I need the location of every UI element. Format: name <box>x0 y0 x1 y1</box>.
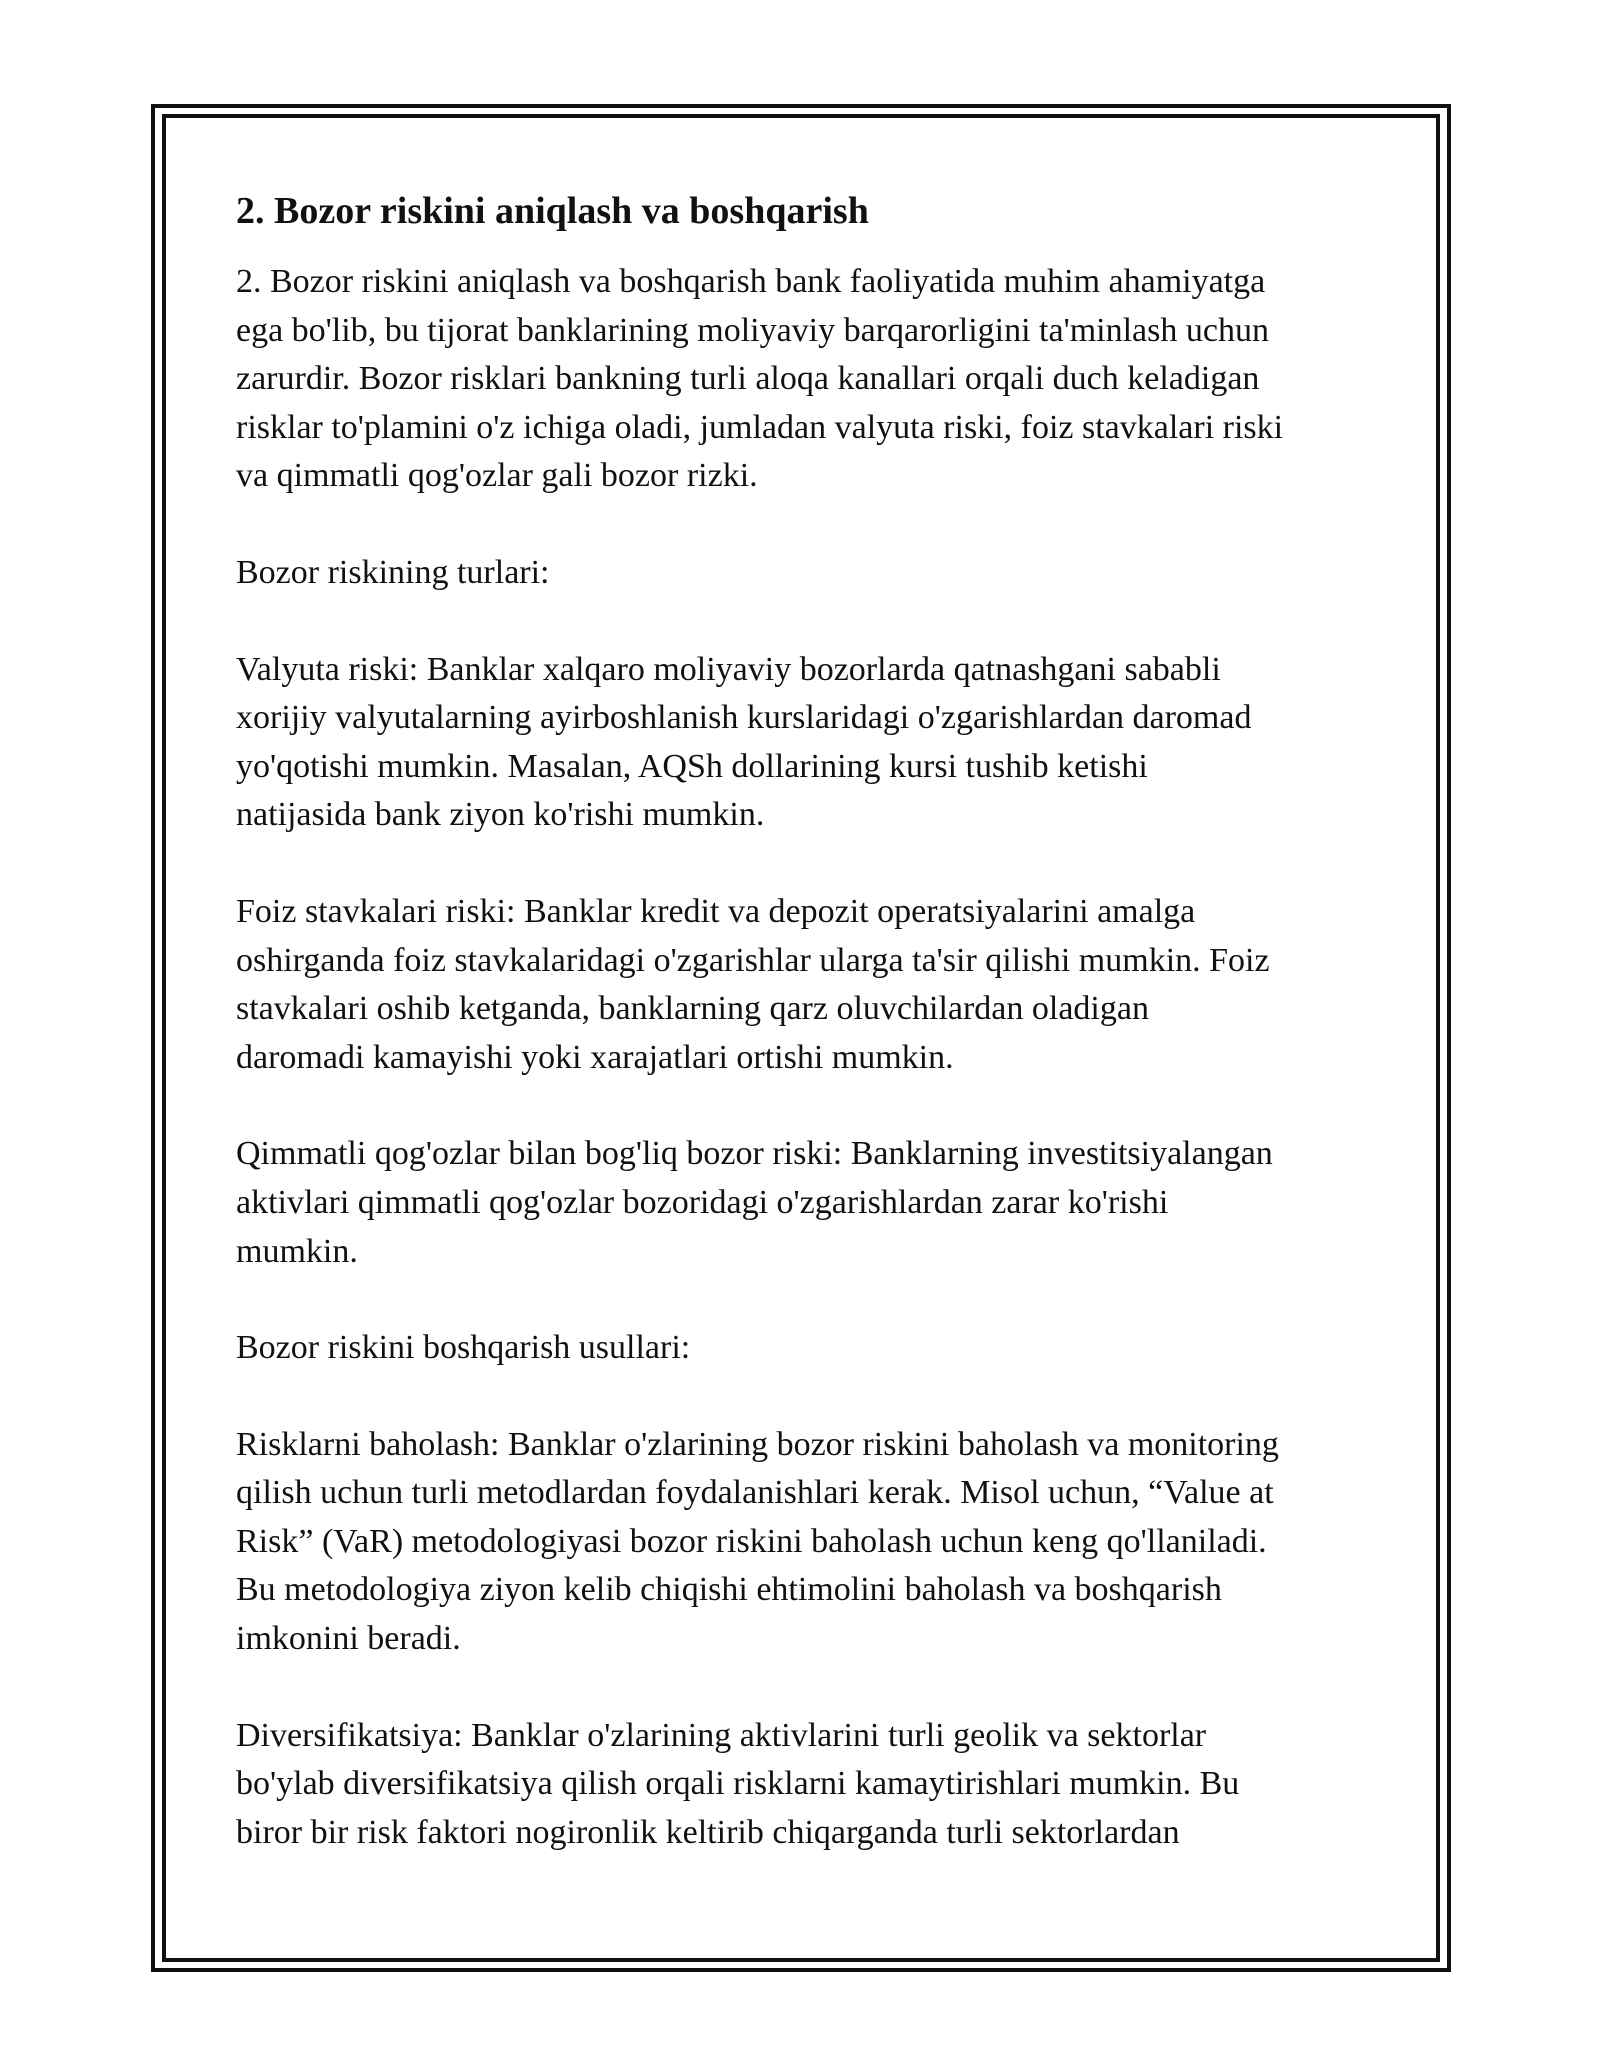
paragraph-currency-risk <box>236 646 1386 840</box>
text-line: natijasida bank ziyon ko'rishi mumkin. <box>236 796 765 834</box>
text-line: Risklarni baholash: Banklar o'zlarining bozor riskini baholash va monitoring <box>236 1425 1279 1463</box>
text-line: Bozor riskini boshqarish usullari: <box>236 1329 691 1367</box>
text-line: daromadi kamayishi yoki xarajatlari ortishi mumkin. <box>236 1038 954 1076</box>
text-line: Foiz stavkalari riski: Banklar kredit va depozit operatsiyalarini amalga <box>236 892 1196 930</box>
document-body <box>236 186 1386 1857</box>
text-line: oshirganda foiz stavkalaridagi o'zgarishlar ularga ta'sir qilishi mumkin. Foiz <box>236 941 1270 979</box>
paragraph-diversification <box>236 1712 1386 1858</box>
section-heading: 2. Bozor riskini aniqlash va boshqarish <box>236 190 869 232</box>
text-line: Bu metodologiya ziyon kelib chiqishi ehtimolini baholash va boshqarish <box>236 1571 1222 1609</box>
text-line: risklar to'plamini o'z ichiga oladi, jumladan valyuta riski, foiz stavkalari riski <box>236 408 1284 446</box>
text-line: mumkin. <box>236 1232 358 1270</box>
text-line: yo'qotishi mumkin. Masalan, AQSh dollarining kursi tushib ketishi <box>236 747 1148 785</box>
text-line: Bozor riskining turlari: <box>236 553 550 591</box>
paragraph-management-methods-heading <box>236 1324 1386 1373</box>
text-line: ega bo'lib, bu tijorat banklarining moliyaviy barqarorligini ta'minlash uchun <box>236 311 1269 349</box>
text-line: xorijiy valyutalarning ayirboshlanish kurslaridagi o'zgarishlardan daromad <box>236 699 1252 737</box>
text-line: stavkalari oshib ketganda, banklarning qarz oluvchilardan oladigan <box>236 990 1149 1028</box>
paragraph-risk-assessment <box>236 1421 1386 1664</box>
text-line: zarurdir. Bozor risklari bankning turli aloqa kanallari orqali duch keladigan <box>236 360 1260 398</box>
paragraph-securities-risk <box>236 1130 1386 1276</box>
text-line: 2. Bozor riskini aniqlash va boshqarish bank faoliyatida muhim ahamiyatga <box>236 263 1266 300</box>
text-line: Qimmatli qog'ozlar bilan bog'liq bozor riski: Banklarning investitsiyalangan <box>236 1135 1273 1173</box>
text-line: qilish uchun turli metodlardan foydalanishlari kerak. Misol uchun, “Value at <box>236 1474 1274 1512</box>
paragraph-intro <box>236 258 1386 501</box>
paragraph-interest-rate-risk <box>236 888 1386 1082</box>
text-line: va qimmatli qog'ozlar gali bozor rizki. <box>236 457 758 495</box>
text-line: bo'ylab diversifikatsiya qilish orqali risklarni kamaytirishlari mumkin. Bu <box>236 1765 1240 1803</box>
text-line: biror bir risk faktori nogironlik keltirib chiqarganda turli sektorlardan <box>236 1813 1180 1851</box>
text-line: Diversifikatsiya: Banklar o'zlarining aktivlarini turli geolik va sektorlar <box>236 1716 1207 1754</box>
text-line: Valyuta riski: Banklar xalqaro moliyaviy bozorlarda qatnashgani sababli <box>236 650 1221 688</box>
text-line: aktivlari qimmatli qog'ozlar bozoridagi o'zgarishlardan zarar ko'rishi <box>236 1183 1169 1221</box>
paragraph-risk-types-heading <box>236 549 1386 598</box>
text-line: Risk” (VaR) metodologiyasi bozor riskini baholash uchun keng qo'llaniladi. <box>236 1522 1267 1560</box>
text-line: imkonini beradi. <box>236 1620 461 1658</box>
